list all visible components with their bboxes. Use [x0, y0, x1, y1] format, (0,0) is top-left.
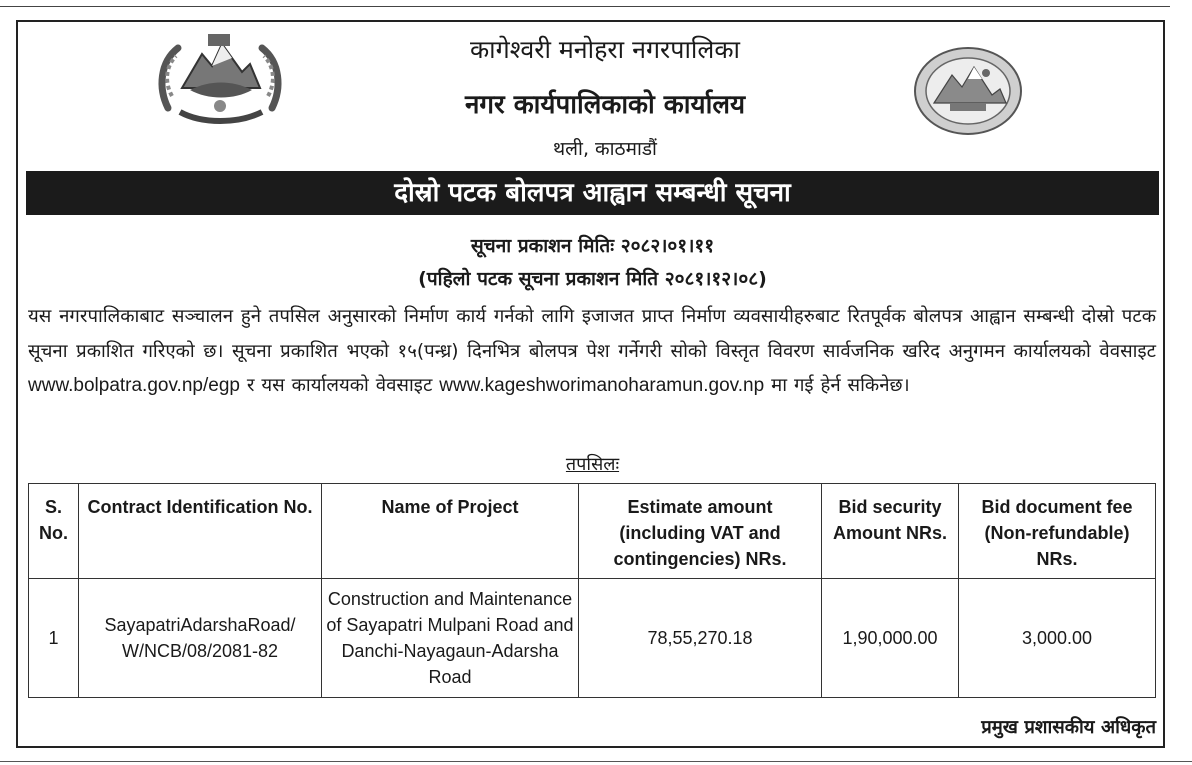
- notice-body: [28, 300, 1156, 404]
- municipality-website-link[interactable]: www.kageshworimanoharamun.gov.np: [439, 375, 765, 396]
- cell-contract-id: SayapatriAdarshaRoad/ W/NCB/08/2081-82: [79, 579, 322, 698]
- header-doc-fee: Bid document fee (Non-refundable) NRs.: [959, 484, 1156, 579]
- office-name: नगर कार्यपालिकाको कार्यालय: [464, 90, 746, 120]
- bolpatra-website-link[interactable]: www.bolpatra.gov.np/egp: [28, 375, 240, 396]
- cell-sno: 1: [29, 579, 79, 698]
- table-row: [29, 579, 1156, 698]
- office-address: थली, काठमाडौं: [553, 138, 657, 160]
- header-estimate: Estimate amount (including VAT and contingencies) NRs.: [579, 484, 822, 579]
- signatory-title: प्रमुख प्रशासकीय अधिकृत: [981, 717, 1156, 738]
- cell-doc-fee: 3,000.00: [959, 579, 1156, 698]
- nepal-emblem-icon: [150, 26, 290, 136]
- municipality-name: कागेश्वरी मनोहरा नगरपालिका: [469, 35, 741, 64]
- notice-body-text-3: मा गई हेर्न सकिनेछ।: [771, 375, 910, 396]
- cell-bid-security: 1,90,000.00: [822, 579, 959, 698]
- header-project: Name of Project: [322, 484, 579, 579]
- top-rule: [0, 6, 1170, 7]
- notice-title-banner: दोस्रो पटक बोलपत्र आह्वान सम्बन्धी सूचना: [26, 171, 1159, 215]
- first-publication-date: (पहिलो पटक सूचना प्रकाशन मिति २०८१।१२।०८): [418, 268, 767, 290]
- header-bid-security: Bid security Amount NRs.: [822, 484, 959, 579]
- tender-table: [28, 483, 1156, 698]
- bottom-rule: [0, 761, 1192, 762]
- notice-body-text-2: र यस कार्यालयको वेवसाइट: [246, 375, 433, 396]
- cell-estimate: 78,55,270.18: [579, 579, 822, 698]
- schedule-label: तपसिलः: [565, 454, 620, 475]
- publication-date: सूचना प्रकाशन मितिः २०८२।०१।११: [470, 235, 715, 257]
- notice-body-text: यस नगरपालिकाबाट सञ्चालन हुने तपसिल अनुसारको निर्माण कार्य गर्नको लागि इजाजत प्राप्त निर्माण व्यवसायीहरुबाट रितपूर्वक बोलपत्र आह्वान सम्बन्धी दोस्रो पटक सूचना प्रकाशित गरिएको छ। सूचना प्रकाशित भएको १५(पन्ध्र) दिनभित्र बोलपत्र पेश गर्नेगरी सोको विस्तृत विवरण सार्वजनिक खरिद अनुगमन कार्यालयको वेवसाइट: [28, 306, 1156, 362]
- municipality-seal-icon: [912, 45, 1024, 137]
- table-header-row: [29, 484, 1156, 579]
- header-contract-id: Contract Identification No.: [79, 484, 322, 579]
- header-sno: S. No.: [29, 484, 79, 579]
- cell-project: Construction and Maintenance of Sayapatri Mulpani Road and Danchi-Nayagaun-Adarsha Road: [322, 579, 579, 698]
